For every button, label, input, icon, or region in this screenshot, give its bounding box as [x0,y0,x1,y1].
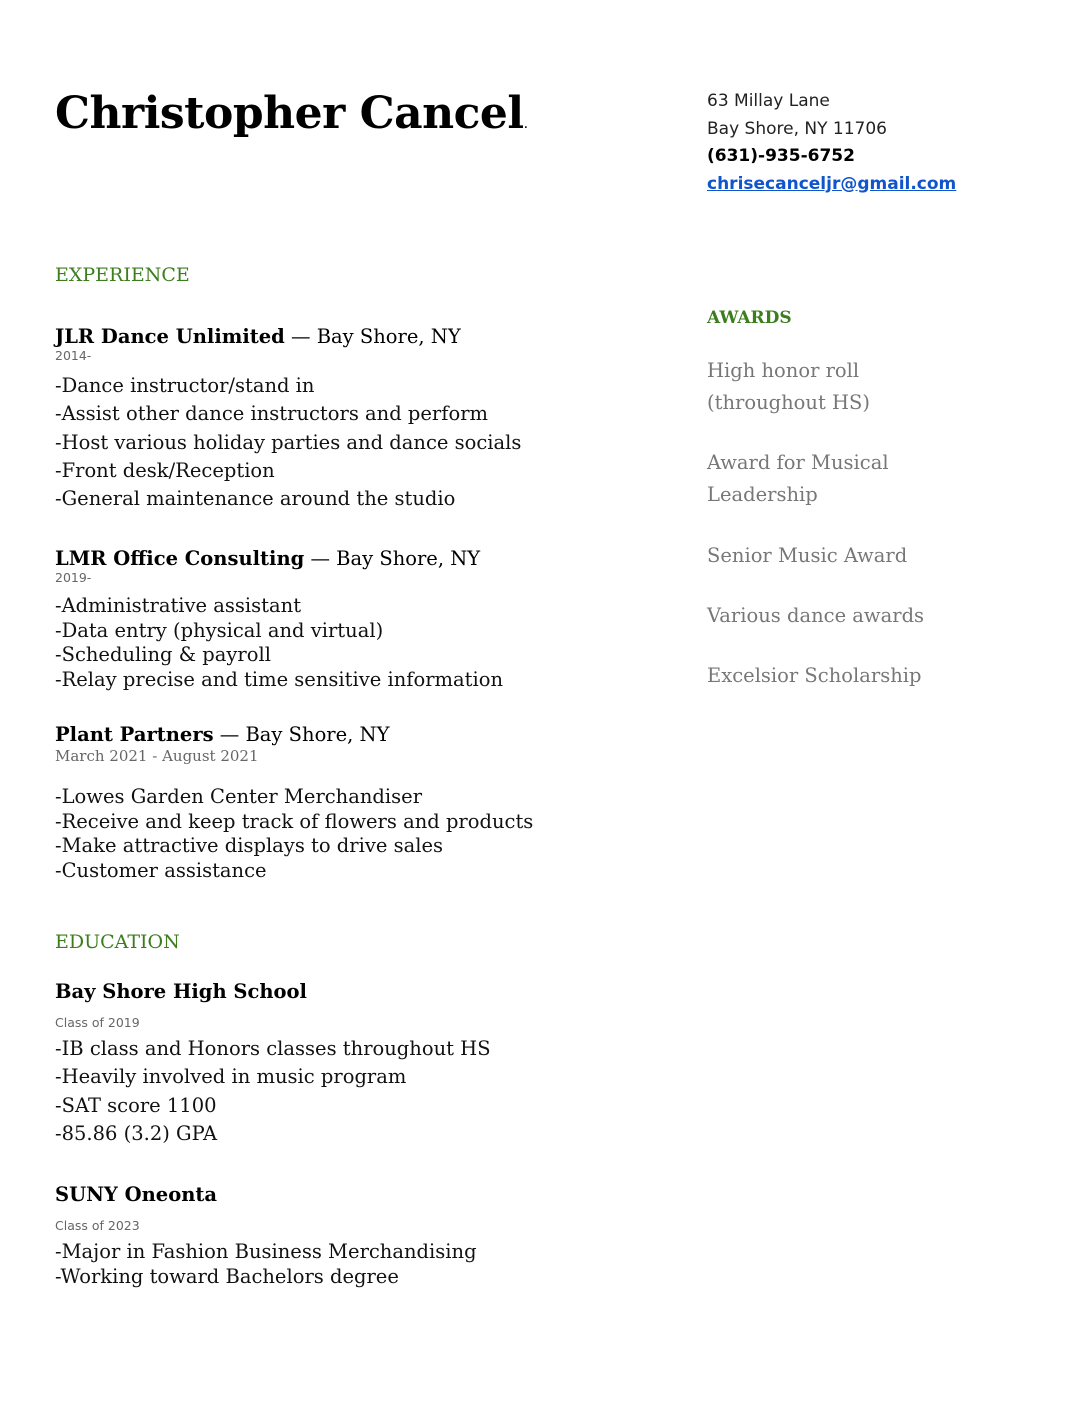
job-entry-lmr [55,547,503,692]
job-bullets [55,372,521,513]
school-date: Class of 2023 [55,1218,140,1233]
list-item: -Assist other dance instructors and perform [55,402,489,426]
email-row [707,171,956,199]
email-link[interactable]: chrisecanceljr@gmail.com [707,173,957,194]
job-location: — Bay Shore, NY [304,547,481,570]
job-entry-jlr [55,325,521,513]
school-entry-bay-shore [55,980,491,1148]
list-item: -Make attractive displays to drive sales [55,834,444,858]
school-date: Class of 2019 [55,1015,140,1030]
school-name-text: Bay Shore High School [55,980,307,1003]
list-item: -SAT score 1100 [55,1093,217,1117]
job-title [55,325,521,349]
contact-block [707,88,956,198]
phone-number: (631)-935-6752 [707,146,855,166]
job-title [55,723,533,747]
list-item: -Scheduling & payroll [55,643,271,666]
list-item: -IB class and Honors classes throughout HS [55,1037,491,1060]
award-item [707,660,921,692]
job-org: Plant Partners [55,723,214,746]
job-bullets [55,594,503,692]
address-line1: 63 Millay Lane [707,91,830,111]
list-item: -Host various holiday parties and dance socials [55,430,522,454]
award-line: (throughout HS) [707,391,870,414]
job-location: — Bay Shore, NY [284,325,461,348]
candidate-name [55,88,528,139]
award-line: Excelsior Scholarship [707,664,922,687]
education-heading: EDUCATION [55,931,180,953]
award-item [707,600,924,632]
list-item: -Administrative assistant [55,594,302,617]
list-item: -General maintenance around the studio [55,487,456,511]
award-item [707,447,889,511]
list-item: -Receive and keep track of flowers and products [55,809,534,833]
job-org: JLR Dance Unlimited [55,325,285,348]
award-line: Award for Musical [707,451,889,474]
school-bullets [55,1035,491,1148]
list-item: -Heavily involved in music program [55,1065,407,1089]
address-line2: Bay Shore, NY 11706 [707,118,887,139]
list-item: -85.86 (3.2) GPA [55,1121,218,1145]
awards-heading: AWARDS [707,308,792,328]
award-item [707,540,907,572]
job-org: LMR Office Consulting [55,547,305,570]
award-item [707,355,870,419]
job-date: March 2021 - August 2021 [55,747,259,765]
list-item: -Dance instructor/stand in [55,374,315,397]
list-item: -Data entry (physical and virtual) [55,618,384,642]
list-item: -Major in Fashion Business Merchandising [55,1240,477,1263]
list-item: -Customer assistance [55,859,267,883]
list-item: -Lowes Garden Center Merchandiser [55,785,423,808]
experience-heading: EXPERIENCE [55,264,190,286]
school-name [55,1183,477,1207]
list-item: -Front desk/Reception [55,458,275,482]
school-entry-suny [55,1183,477,1289]
award-line: Senior Music Award [707,544,908,567]
job-date: 2014- [55,348,92,363]
job-date: 2019- [55,570,92,585]
candidate-name-text: Christopher Cancel [55,88,524,139]
award-line: Various dance awards [707,604,925,627]
award-line: Leadership [707,483,818,506]
school-name-text: SUNY Oneonta [55,1183,218,1206]
name-dot: . [523,116,528,132]
job-bullets [55,785,533,884]
award-line: High honor roll [707,359,860,382]
school-name [55,980,491,1004]
job-location: — Bay Shore, NY [213,723,390,746]
list-item: -Relay precise and time sensitive information [55,667,504,691]
school-bullets [55,1240,477,1289]
list-item: -Working toward Bachelors degree [55,1264,399,1288]
job-title [55,547,503,571]
job-entry-plant-partners [55,723,533,884]
